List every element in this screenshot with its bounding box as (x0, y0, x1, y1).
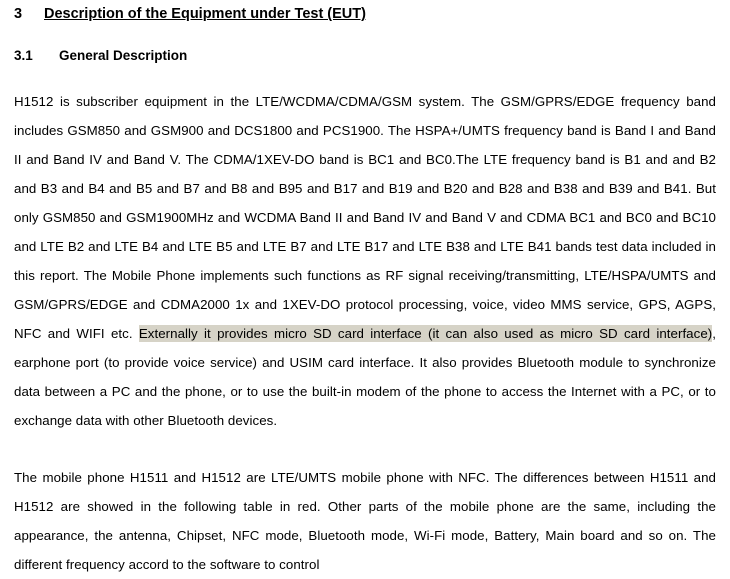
section-number: 3 (14, 6, 23, 22)
section-title: Description of the Equipment under Test (EUT) (44, 6, 366, 22)
paragraph-general-description (14, 87, 716, 435)
section-heading (14, 6, 716, 22)
subsection-heading (14, 48, 716, 63)
highlighted-text: Externally it provides micro SD card interface (it can also used as micro SD card interface) (138, 326, 713, 341)
subsection-title: General Description (59, 48, 188, 63)
paragraph-model-differences: The mobile phone H1511 and H1512 are LTE/UMTS mobile phone with NFC. The differences between H1511 and H1512 are showed in the following table in red. Other parts of the mobile phone are the same, including the appearance, the antenna, Chipset, NFC mode, Bluetooth mode, Wi-Fi mode, Battery, Main board and so on. The different frequency accord to the software to control (14, 470, 716, 572)
document-page (0, 6, 730, 572)
paragraph-text-part2: , earphone port (to provide voice service) and USIM card interface. It also provides Bluetooth module to synchronize data between a PC and the phone, or to use the built-in modem of the phone to access the Internet with a PC, or to exchange data with other Bluetooth devices. (14, 326, 716, 428)
paragraph-text-part1: H1512 is subscriber equipment in the LTE/WCDMA/CDMA/GSM system. The GSM/GPRS/EDGE frequency band includes GSM850 and GSM900 and DCS1800 and PCS1900. The HSPA+/UMTS frequency band is Band I and Band II and Band IV and Band V. The CDMA/1XEV-DO band is BC1 and BC0.The LTE frequency band is B1 and and B2 and B3 and B4 and B5 and B7 and B8 and B95 and B17 and B19 and B20 and B28 and B38 and B39 and B41. But only GSM850 and GSM1900MHz and WCDMA Band II and Band IV and Band V and CDMA BC1 and BC0 and BC10 and LTE B2 and LTE B4 and LTE B5 and LTE B7 and LTE B17 and LTE B38 and LTE B41 bands test data included in this report. The Mobile Phone implements such functions as RF signal receiving/transmitting, LTE/HSPA/UMTS and GSM/GPRS/EDGE and CDMA2000 1x and 1XEV-DO protocol processing, voice, video MMS service, GPS, AGPS, NFC and WIFI etc. (14, 94, 716, 341)
subsection-number: 3.1 (14, 48, 33, 63)
